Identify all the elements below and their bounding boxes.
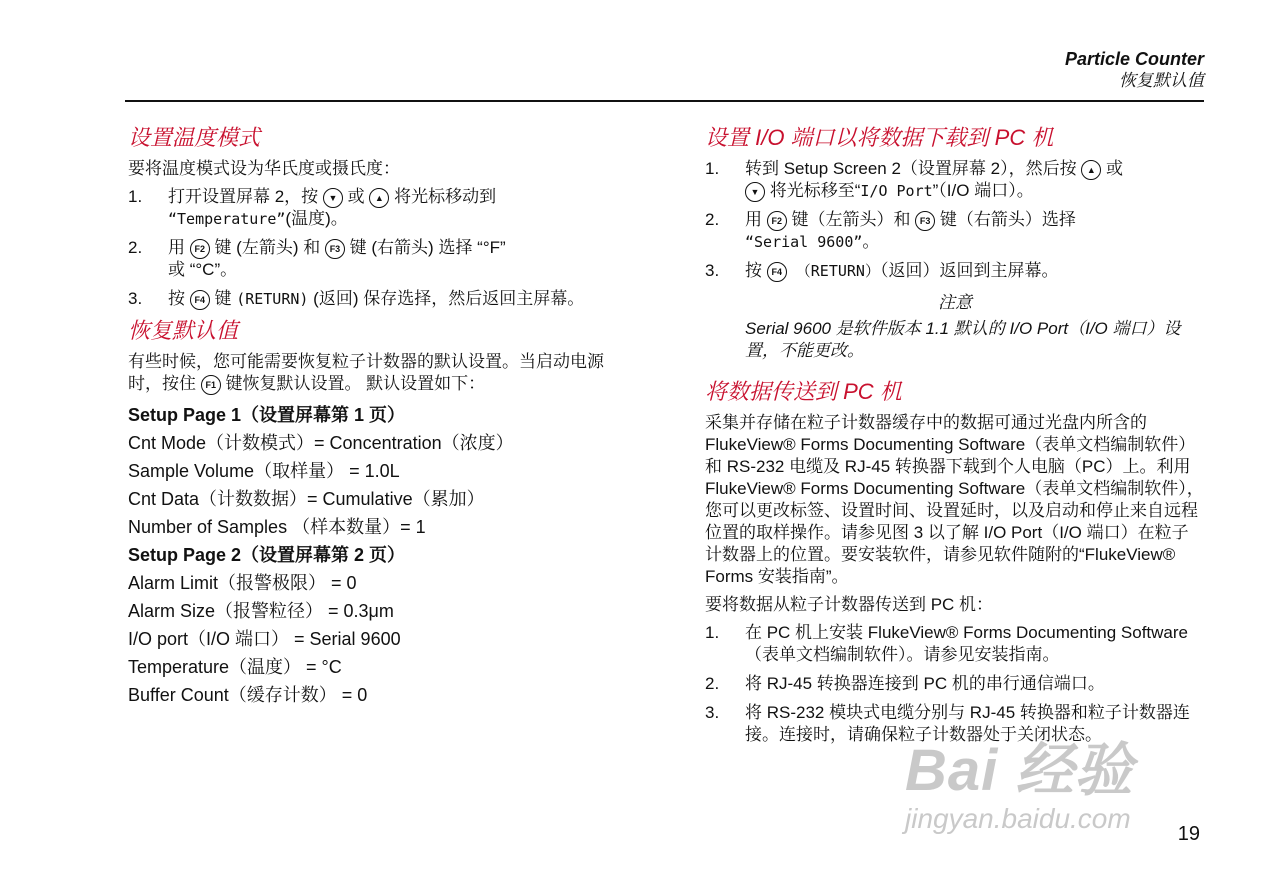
text: 有些时候，您可能需要恢复粒子计数器的默认设置。当启动电源时，按住 <box>128 352 604 393</box>
text: 或 “°C”。 <box>168 260 238 279</box>
text: 键 (右箭头) 选择 “°F” <box>344 238 506 257</box>
step-number: 1. <box>705 623 720 642</box>
step-text: 将 RJ-45 转换器连接到 PC 机的串行通信端口。 <box>745 674 1105 693</box>
step-number: 3. <box>705 703 720 722</box>
transfer-intro: 要将数据从粒子计数器传送到 PC 机： <box>705 595 994 614</box>
transfer-paragraph: 采集并存储在粒子计数器缓存中的数据可通过光盘内所含的 FlukeView® Forms Documenting Software（表单文档编制软件）和 RS-232 电缆及 RJ-45 转换器下载到个人电脑（PC）上。利用 FlukeView® Forms Documenting Software（表单文档编制软件），您可以更改标签、设置时间、设置延时，以及启动和停止来自远程位置的取样操作。请参见图 3 以了解 I/O Port（I/O 端口）在粒子计数器上的位置。要安装软件，请参见软件随附的“FlukeView® Forms 安装指南”。 <box>705 413 1204 586</box>
restore-heading: 恢复默认值 <box>128 318 239 343</box>
step-text: 在 PC 机上安装 FlukeView® Forms Documenting Software（表单文档编制软件）。请参见安装指南。 <box>745 623 1189 664</box>
temp-heading: 设置温度模式 <box>128 125 261 150</box>
text: 打开设置屏幕 2，按 <box>168 187 323 206</box>
text: (温度)。 <box>285 209 348 228</box>
down-arrow-key-icon: ▼ <box>745 182 765 202</box>
f3-key-icon: F3 <box>325 239 345 259</box>
temp-step-1 <box>128 186 628 230</box>
text: 键（左箭头）和 <box>786 210 916 229</box>
mono-text: (RETURN) <box>236 290 309 308</box>
default-setting: Cnt Mode（计数模式）= Concentration（浓度） <box>128 433 514 453</box>
io-steps <box>705 158 1205 282</box>
default-setting: Alarm Limit（报警极限） = 0 <box>128 573 357 593</box>
text: 键（右箭头）选择 <box>935 210 1076 229</box>
io-step-2 <box>705 209 1205 253</box>
watermark-url: jingyan.baidu.com <box>905 803 1131 834</box>
text: 将光标移至“ <box>765 181 861 200</box>
text: 或 <box>342 187 370 206</box>
default-setting: Cnt Data（计数数据）= Cumulative（累加） <box>128 489 485 509</box>
transfer-steps <box>705 622 1205 746</box>
text: 。 <box>862 232 880 251</box>
temp-intro: 要将温度模式设为华氏度或摄氏度： <box>128 159 400 178</box>
step-number: 1. <box>705 159 720 178</box>
text: ”（I/O 端口）。 <box>932 181 1034 200</box>
temp-step-3 <box>128 288 628 310</box>
f2-key-icon: F2 <box>190 239 210 259</box>
text: 转到 Setup Screen 2（设置屏幕 2），然后按 <box>745 159 1082 178</box>
step-number: 2. <box>705 674 720 693</box>
text: 用 <box>745 210 767 229</box>
baidu-watermark <box>905 740 1133 836</box>
up-arrow-key-icon: ▲ <box>369 188 389 208</box>
text: 键 <box>209 289 237 308</box>
running-header <box>1065 48 1204 92</box>
default-setting: Sample Volume（取样量） = 1.0L <box>128 461 400 481</box>
transfer-step-1 <box>705 622 1205 666</box>
default-setting: Temperature（温度） = °C <box>128 657 342 677</box>
text: 用 <box>168 238 190 257</box>
header-rule <box>125 100 1204 102</box>
io-step-1 <box>705 158 1205 202</box>
temp-step-2 <box>128 237 628 281</box>
step-number: 1. <box>128 187 143 206</box>
step-number: 3. <box>128 289 143 308</box>
text: （返回）返回到主屏幕。 <box>879 261 1059 280</box>
f1-key-icon: F1 <box>201 375 221 395</box>
f3-key-icon: F3 <box>915 211 935 231</box>
page-number: 19 <box>1177 823 1200 845</box>
step-number: 2. <box>705 210 720 229</box>
mono-text: I/O Port <box>860 182 933 200</box>
mono-text: “Temperature” <box>168 210 286 228</box>
step-text: 将 RS-232 模块式电缆分别与 RJ-45 转换器和粒子计数器连接。连接时，请确保粒子计数器处于关闭状态。 <box>745 703 1190 744</box>
note-title: 注意 <box>938 293 972 312</box>
mono-text: “Serial 9600” <box>745 233 863 251</box>
default-setting: Number of Samples （样本数量）= 1 <box>128 517 426 537</box>
down-arrow-key-icon: ▼ <box>323 188 343 208</box>
text: 键 (左箭头) 和 <box>209 238 325 257</box>
up-arrow-key-icon: ▲ <box>1081 160 1101 180</box>
f2-key-icon: F2 <box>767 211 787 231</box>
restore-intro <box>128 351 628 395</box>
default-setting: Setup Page 1（设置屏幕第 1 页） <box>128 405 406 425</box>
step-number: 2. <box>128 238 143 257</box>
step-number: 3. <box>705 261 720 280</box>
transfer-step-2 <box>705 673 1205 695</box>
header-title: Particle Counter <box>1064 49 1204 69</box>
text: 按 <box>745 261 767 280</box>
transfer-heading: 将数据传送到 PC 机 <box>705 379 902 404</box>
text: 或 <box>1101 159 1124 178</box>
mono-text: （RETURN） <box>786 262 880 280</box>
text: 将光标移动到 <box>389 187 497 206</box>
header-subtitle: 恢复默认值 <box>1119 71 1204 90</box>
io-heading: 设置 I/O 端口以将数据下载到 PC 机 <box>705 125 1054 150</box>
f4-key-icon: F4 <box>190 290 210 310</box>
default-setting: I/O port（I/O 端口） = Serial 9600 <box>128 629 401 649</box>
right-column <box>705 124 1205 753</box>
text: 键恢复默认设置。 默认设置如下： <box>220 374 486 393</box>
default-setting: Buffer Count（缓存计数） = 0 <box>128 685 368 705</box>
temp-steps <box>128 186 628 310</box>
default-setting: Alarm Size（报警粒径） = 0.3μm <box>128 601 394 621</box>
text: 按 <box>168 289 190 308</box>
f4-key-icon: F4 <box>767 262 787 282</box>
default-setting: Setup Page 2（设置屏幕第 2 页） <box>128 545 406 565</box>
left-column <box>128 124 628 709</box>
watermark-logo: Bai 经验 <box>905 738 1134 803</box>
note-body: Serial 9600 是软件版本 1.1 默认的 I/O Port（I/O 端口）设置，不能更改。 <box>745 319 1181 360</box>
text: (返回) 保存选择，然后返回主屏幕。 <box>308 289 585 308</box>
io-step-3 <box>705 260 1205 282</box>
